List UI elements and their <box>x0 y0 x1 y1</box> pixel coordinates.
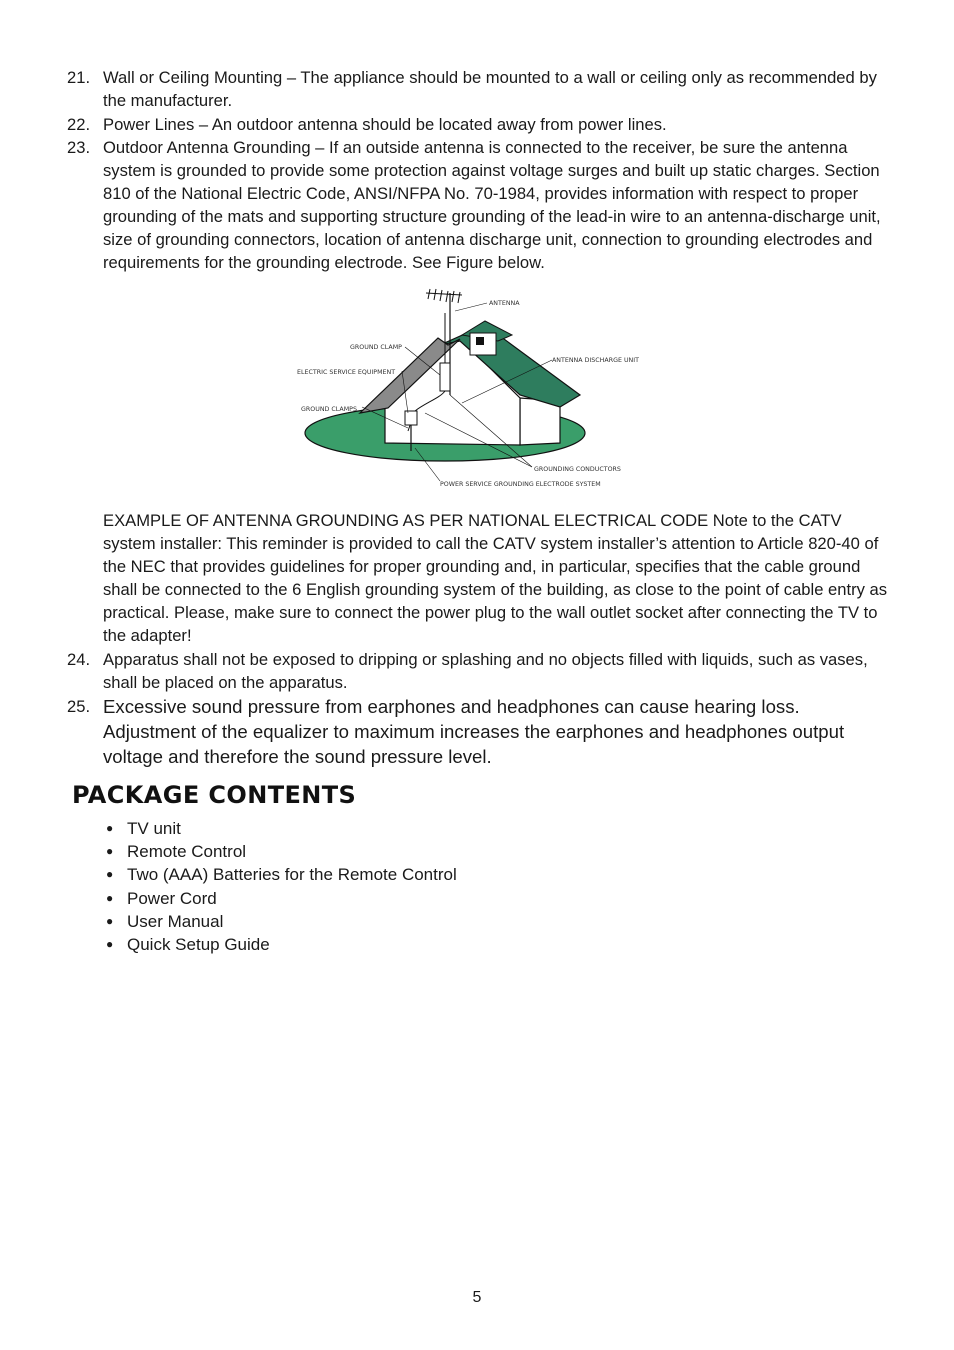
package-contents-heading: PACKAGE CONTENTS <box>72 781 357 809</box>
list-item: ● User Manual <box>104 910 457 933</box>
item-text: Wall or Ceiling Mounting – The appliance should be mounted to a wall or ceiling only as recommended by the manufacturer. <box>103 68 877 111</box>
list-item: ● Two (AAA) Batteries for the Remote Control <box>104 863 457 886</box>
safety-item-21 <box>67 66 893 112</box>
antenna-elements <box>428 289 460 303</box>
label-antenna-discharge-unit: ANTENNA DISCHARGE UNIT <box>552 357 639 364</box>
safety-item-24 <box>67 648 893 694</box>
safety-item-25 <box>67 694 893 769</box>
bullet-icon: ● <box>106 867 114 882</box>
safety-item-22 <box>67 113 893 136</box>
item-text: Outdoor Antenna Grounding – If an outside antenna is connected to the receiver, be sure the antenna system is grounded to provide some protection against voltage surges and built up static charges. Section 810 of the National Electric Code, ANSI/NFPA No. 70-1984, provides information with respect to proper grounding of the mats and supporting structure grounding of the lead-in wire to an antenna-discharge unit, size of grounding connectors, location of antenna discharge unit, connection to grounding electrodes and requirements for the grounding electrode. See Figure below. <box>103 138 881 273</box>
label-power-service-grounding: POWER SERVICE GROUNDING ELECTRODE SYSTEM <box>440 481 601 488</box>
package-contents-list <box>104 817 457 956</box>
item-number: 23. <box>67 138 91 157</box>
label-antenna: ANTENNA <box>489 300 520 307</box>
dormer-window <box>476 337 484 345</box>
item-text: Excessive sound pressure from earphones and headphones can cause hearing loss. Adjustment of the equalizer to maximum increases the earphones and headphones output voltage and therefore the sound pressure level. <box>103 696 845 767</box>
bullet-icon: ● <box>106 844 114 859</box>
leader-antenna <box>455 303 487 311</box>
item-number: 22. <box>67 115 91 134</box>
bullet-icon: ● <box>106 890 114 905</box>
label-ground-clamp: GROUND CLAMP <box>350 344 402 351</box>
bullet-icon: ● <box>106 937 114 952</box>
label-ground-clamps: GROUND CLAMPS <box>301 406 357 413</box>
item-text: Power Lines – An outdoor antenna should be located away from power lines. <box>103 115 667 134</box>
antenna-grounding-figure <box>290 283 660 493</box>
item-number: 24. <box>67 650 91 669</box>
list-item: ● Power Cord <box>104 887 457 910</box>
item-number: 21. <box>67 68 91 87</box>
bullet-icon: ● <box>106 821 114 835</box>
label-grounding-conductors: GROUNDING CONDUCTORS <box>534 466 621 473</box>
page-number: 5 <box>472 1289 482 1306</box>
list-item: ● Quick Setup Guide <box>104 933 457 956</box>
antenna-discharge-unit <box>440 363 450 391</box>
antenna-boom <box>426 293 462 295</box>
label-electric-service-equipment: ELECTRIC SERVICE EQUIPMENT <box>297 369 396 376</box>
electric-service-box <box>405 411 417 425</box>
item-text: Apparatus shall not be exposed to dripping or splashing and no objects filled with liquids, such as vases, shall be placed on the apparatus. <box>103 650 868 693</box>
list-item: ● TV unit <box>104 817 457 840</box>
bullet-icon: ● <box>106 913 114 928</box>
list-item: ● Remote Control <box>104 840 457 863</box>
grounding-note: EXAMPLE OF ANTENNA GROUNDING AS PER NATIONAL ELECTRICAL CODE Note to the CATV system installer: This reminder is provided to call the CATV system installer’s attention to Article 820-40 of the NEC that provides guidelines for proper grounding and, in particular, specifies that the cable ground shall be connected to the 6 English grounding system of the building, as close to the point of cable entry as practical. Please, make sure to connect the power plug to the wall outlet socket after connecting the TV to the adapter! <box>103 511 888 646</box>
safety-item-23 <box>67 136 893 275</box>
item-number: 25. <box>67 697 91 716</box>
